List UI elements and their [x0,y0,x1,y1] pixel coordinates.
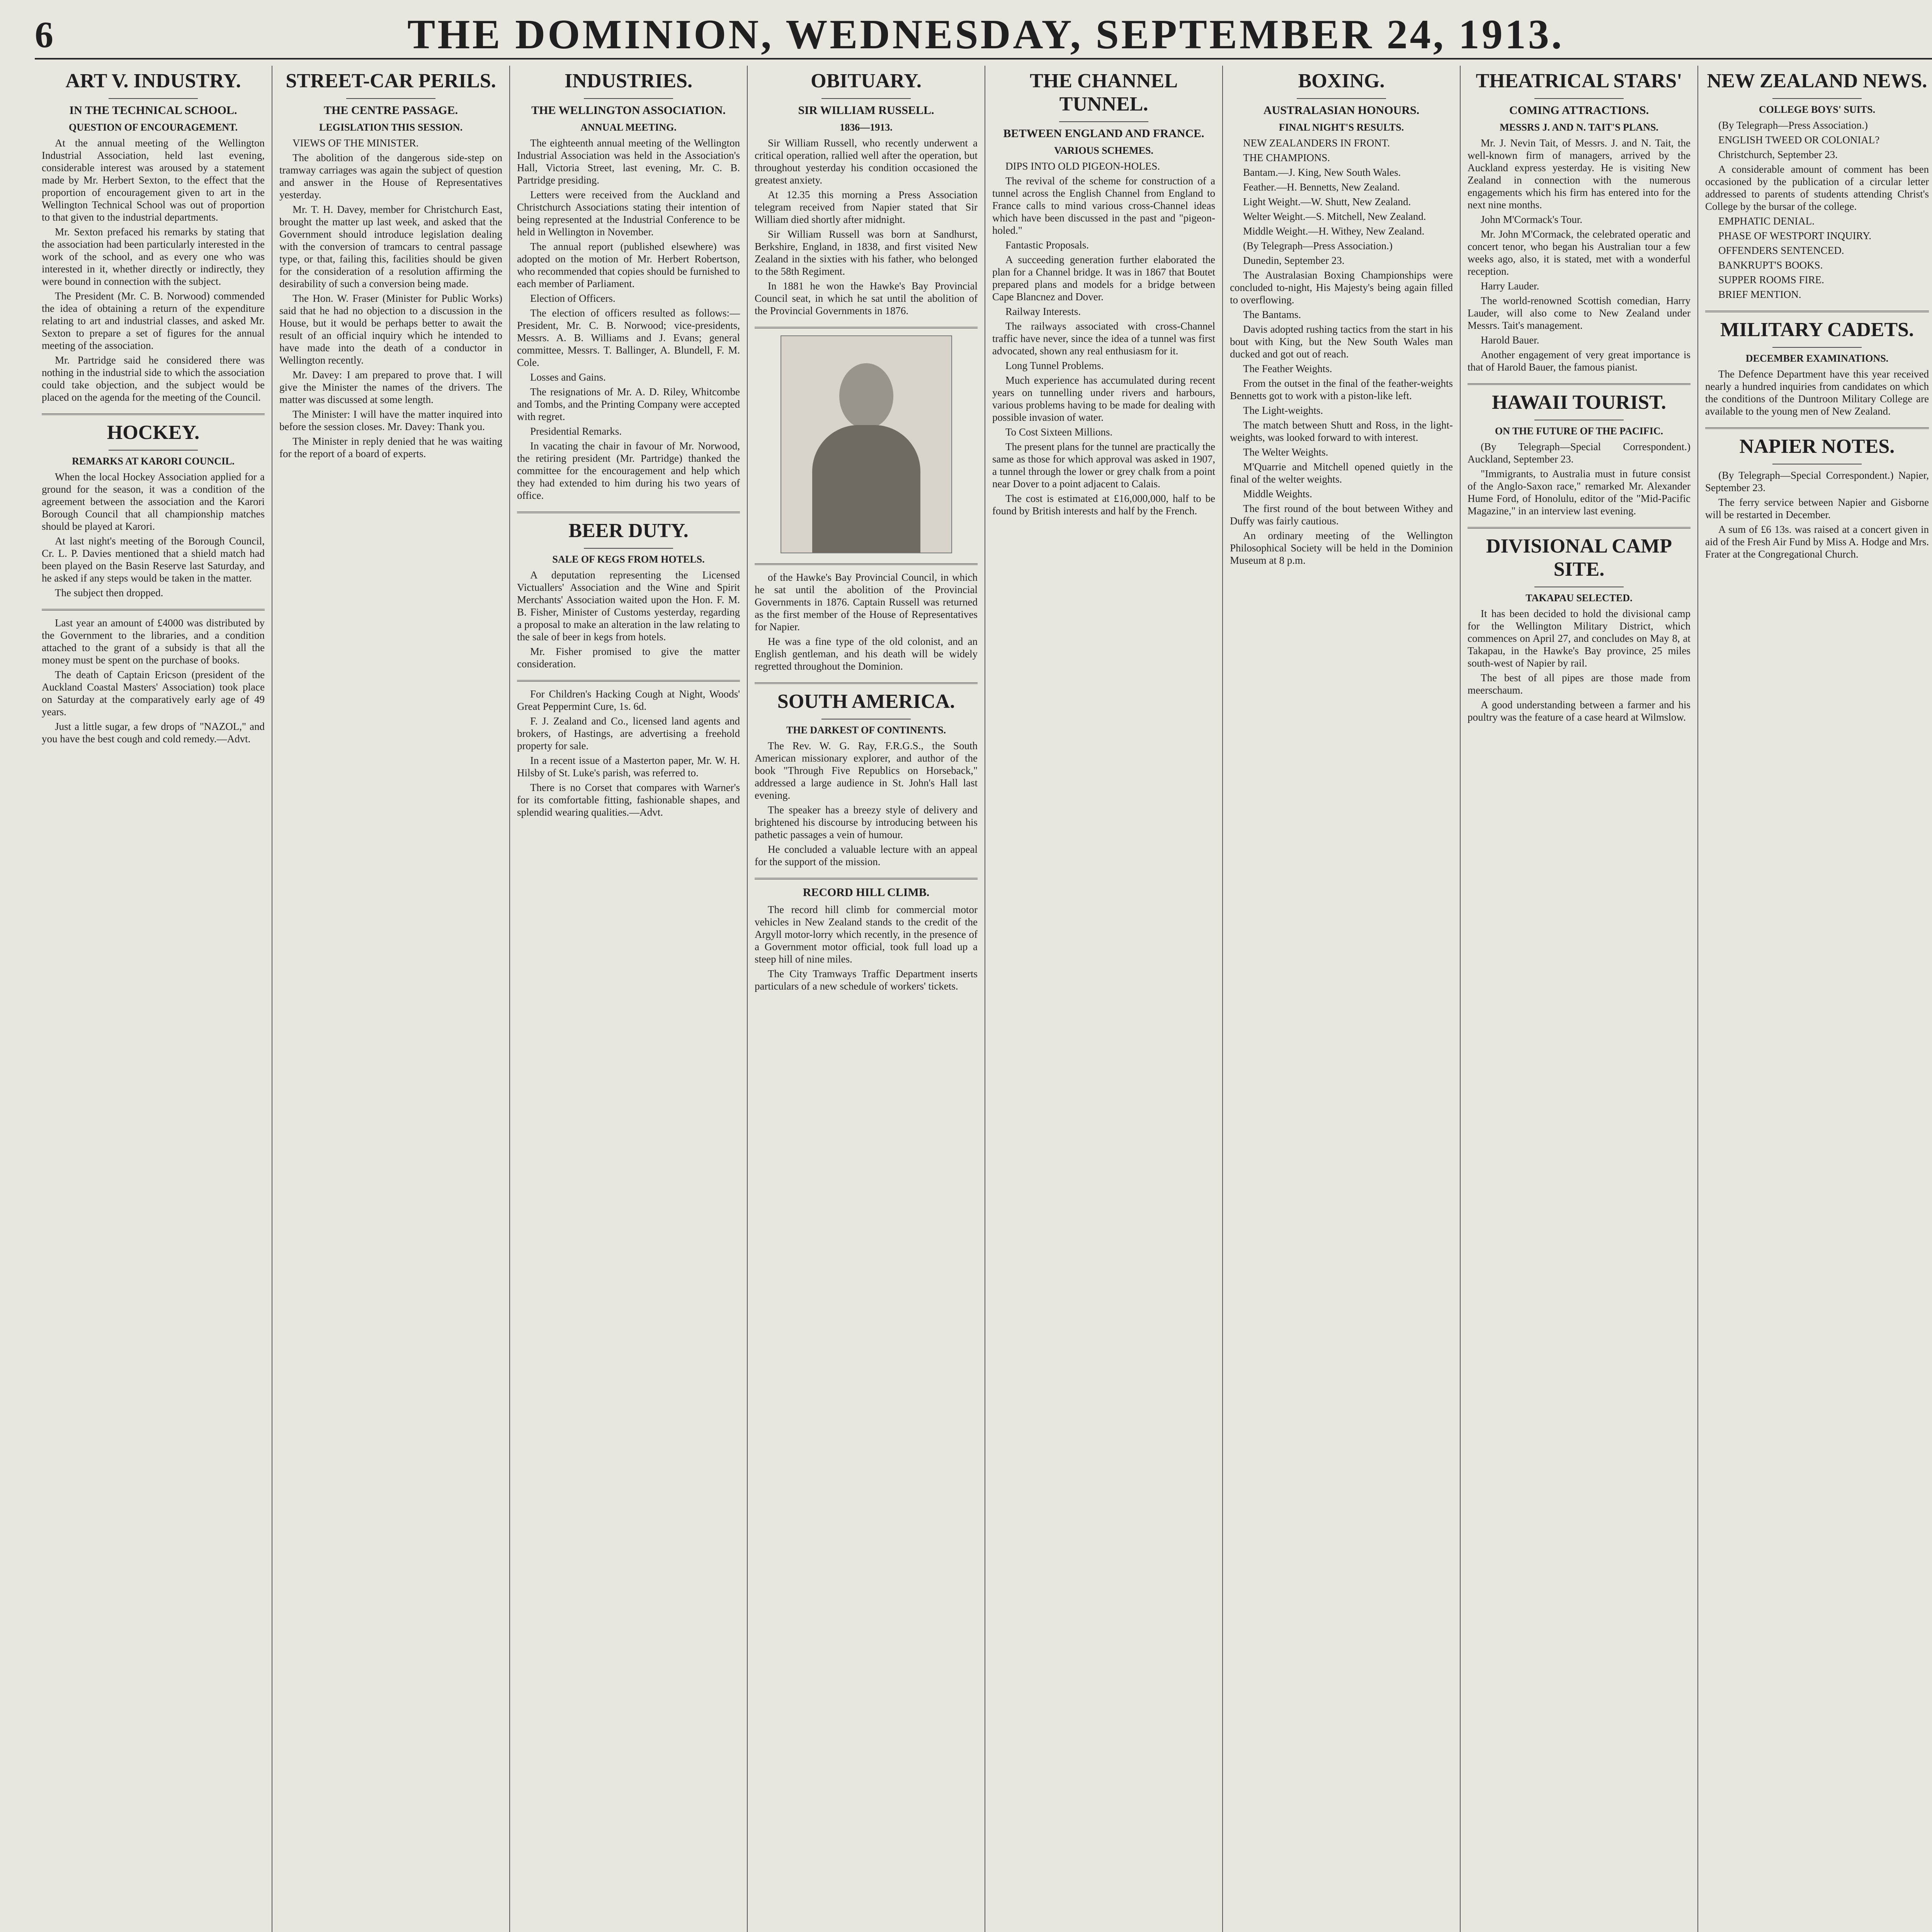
paragraph: Mr. J. Nevin Tait, of Messrs. J. and N. Tait, the well-known firm of managers, arrived by the Auckland express yesterday. He is visiting New Zealand in connection with the numerous engagements which his firm has entered into for the next nine months. [1468,137,1690,211]
headline-rule [821,98,911,99]
article-divider [1468,527,1690,529]
article-divider [1705,311,1929,312]
deck: LEGISLATION THIS SESSION. [319,122,463,133]
paragraph: Davis adopted rushing tactics from the start in his bout with King, but the New South Wales man ducked and got out of reach. [1230,323,1453,360]
headline-rule [346,98,435,99]
headline: OBITUARY. [811,70,922,92]
subheadline: SIR WILLIAM RUSSELL. [798,104,934,117]
paragraph: of the Hawke's Bay Provincial Council, in which he sat until the abolition of the Provincial Governments in 1876. Captain Russell was returned as the first member of the House of Representatives for Napier. [755,571,978,633]
paragraph: M'Quarrie and Mitchell opened quietly in the final of the welter weights. [1230,461,1453,485]
paragraph: A sum of £6 13s. was raised at a concert given in aid of the Fresh Air Fund by Miss A. Hodge and Mrs. Frater at the Congregational Church. [1705,524,1929,560]
paragraph: The President (Mr. C. B. Norwood) commended the idea of obtaining a return of the expenditure relating to art and industrial classes, and asked Mr. Sexton to prepare a set of figures for the annual meeting of the association. [42,290,265,351]
article-divider [755,327,978,328]
paragraph: Last year an amount of £4000 was distributed by the Government to the libraries, and a condition attached to the grant of a subsidy is that all the money must be spent on the purchase of books. [42,617,265,666]
paragraph: The world-renowned Scottish comedian, Harry Lauder, will also come to New Zealand under Messrs. Tait's management. [1468,295,1690,331]
paragraph: Middle Weights. [1243,488,1312,500]
column-6 [1223,66,1461,1932]
paragraph: In a recent issue of a Masterton paper, Mr. W. H. Hilsby of St. Luke's parish, was referred to. [517,755,740,779]
article [42,70,265,403]
paragraph: Mr. Davey: I am prepared to prove that. I will give the Minister the names of the drivers. The matter was discussed at some length. [279,369,502,405]
article-divider [755,878,978,879]
paragraph: The first round of the bout between Withey and Duffy was fairly cautious. [1230,503,1453,527]
paragraph: ENGLISH TWEED OR COLONIAL? [1718,134,1880,146]
article-divider [517,680,740,682]
article [755,571,978,672]
headline: BEER DUTY. [568,520,689,542]
column-5 [985,66,1223,1932]
paragraph: Fantastic Proposals. [1005,239,1089,251]
article [1468,535,1690,723]
headline: HAWAII TOURIST. [1492,391,1666,413]
paragraph: The Minister: I will have the matter inquired into before the session closes. Mr. Davey: Thank you. [279,408,502,432]
paragraph: Election of Officers. [530,293,616,304]
paragraph: Just a little sugar, a few drops of "NAZOL," and you have the best cough and cold remedy.—Advt. [42,721,265,745]
headline: SOUTH AMERICA. [777,690,955,713]
article [42,617,265,745]
portrait-head [839,363,893,429]
paragraph: Presidential Remarks. [530,425,622,437]
paragraph: The ferry service between Napier and Gisborne will be restarted in December. [1705,497,1929,520]
headline-rule [584,548,673,549]
article [279,70,502,460]
paragraph: The Welter Weights. [1243,446,1328,458]
paragraph: Middle Weight.—H. Withey, New Zealand. [1243,225,1425,237]
headline-rule [109,450,198,451]
article-divider [42,413,265,415]
headline-rule [1534,98,1624,99]
paragraph: Welter Weight.—S. Mitchell, New Zealand. [1243,211,1426,222]
article-divider [517,512,740,513]
paragraph: A considerable amount of comment has been occasioned by the publication of a circular letter addressed to parents of students attending Christ's College by the bursar of the college. [1705,163,1929,212]
headline: HOCKEY. [107,422,200,444]
paragraph: The eighteenth annual meeting of the Wellington Industrial Association was held in the Association's Hall, Victoria Street, last evening, Mr. C. B. Partridge presiding. [517,137,740,186]
paragraph: Mr. Fisher promised to give the matter consideration. [517,646,740,670]
paragraph: BANKRUPT'S BOOKS. [1718,259,1823,271]
paragraph: Sir William Russell, who recently underwent a critical operation, rallied well after the operation, but throughout yesterday his condition occasioned the greatest anxiety. [755,137,978,186]
portrait-body [812,425,920,553]
paragraph: The resignations of Mr. A. D. Riley, Whitcombe and Tombs, and the Printing Company were accepted with regret. [517,386,740,422]
paragraph: Mr. Partridge said he considered there was nothing in the industrial side to which the association could take objection, and the subject would be placed on the agenda for the meeting of the Council. [42,354,265,403]
article [1230,70,1453,566]
article-divider [1705,427,1929,429]
paragraph: John M'Cormack's Tour. [1481,214,1583,225]
paragraph: The election of officers resulted as follows:—President, Mr. C. B. Norwood; vice-presidents, Messrs. A. B. Williams and J. Evans; general committee, Messrs. T. Ballinger, A. Blundell, F. M. Cole. [517,307,740,368]
headline: MILITARY CADETS. [1720,319,1914,341]
headline: BOXING. [1298,70,1385,92]
deck: TAKAPAU SELECTED. [1526,592,1633,604]
paragraph: The abolition of the dangerous side-step on tramway carriages was again the subject of question and answer in the House of Representatives yesterday. [279,152,502,201]
headline-rule [1059,121,1148,122]
article-divider [42,609,265,611]
paragraph: Harry Lauder. [1481,280,1539,292]
headline: INDUSTRIES. [565,70,692,92]
subheadline: BETWEEN ENGLAND AND FRANCE. [1003,127,1204,140]
paragraph: From the outset in the final of the feather-weights Bennetts got to work with a piston-like left. [1230,378,1453,401]
paragraph: "Immigrants, to Australia must in future consist of the Anglo-Saxon race," remarked Mr. Alexander Hume Ford, of Honolulu, editor of the "Mid-Pacific Magazine," in an interview last evening. [1468,468,1690,517]
deck: DECEMBER EXAMINATIONS. [1745,353,1889,364]
portrait-image [781,335,952,553]
headline-rule [1297,98,1386,99]
subheadline: IN THE TECHNICAL SCHOOL. [69,104,237,117]
article [755,70,978,317]
paragraph: At 12.35 this morning a Press Association telegram received from Napier stated that Sir William died shortly after midnight. [755,189,978,225]
paragraph: The Australasian Boxing Championships were concluded to-night, His Majesty's being again filled to overflowing. [1230,269,1453,306]
paragraph: At last night's meeting of the Borough Council, Cr. L. P. Davies mentioned that a shield match had been played on the Basin Reserve last Saturday, and he asked if any steps would be taken in the matter. [42,535,265,584]
column-8 [1698,66,1932,1932]
paragraph: The subject then dropped. [55,587,163,599]
paragraph: At the annual meeting of the Wellington Industrial Association, held last evening, considerable interest was aroused by a statement made by Mr. Herbert Sexton, to the effect that the proportion of encouragement given to art in the Wellington Technical School was out of proportion to that given to the industrial departments. [42,137,265,223]
article [755,690,978,868]
paragraph: OFFENDERS SENTENCED. [1718,245,1844,256]
paragraph: To Cost Sixteen Millions. [1005,426,1113,438]
paragraph: Harold Bauer. [1481,334,1539,346]
newspaper-columns [35,66,1932,1932]
article [517,70,740,502]
deck: 1836—1913. [840,122,893,133]
subheadline: THE WELLINGTON ASSOCIATION. [531,104,726,117]
article [42,421,265,599]
paragraph: The best of all pipes are those made from meerschaum. [1468,672,1690,696]
article-divider [755,563,978,565]
paragraph: When the local Hockey Association applied for a ground for the season, it was a condition of the agreement between the association and the Karori Borough Council that all championship matches should be played at Karori. [42,471,265,532]
article [517,688,740,818]
headline: NAPIER NOTES. [1739,435,1895,457]
article [1468,391,1690,517]
paragraph: The present plans for the tunnel are practically the same as those for which approval was asked in 1907, a tunnel through the lower or grey chalk from a point near Dover to a point adjacent to Calais. [992,441,1215,490]
paragraph: VIEWS OF THE MINISTER. [293,137,419,149]
headline-rule [1772,347,1862,348]
page-number: 6 [35,14,53,55]
paragraph: The death of Captain Ericson (president of the Auckland Coastal Masters' Association) took place on Saturday at the comparatively early age of 49 years. [42,669,265,718]
paragraph: Christchurch, September 23. [1718,149,1838,160]
article [1705,318,1929,417]
paragraph: The Minister in reply denied that he was waiting for the report of a board of experts. [279,435,502,459]
subheadline: RECORD HILL CLIMB. [803,886,930,899]
article [755,335,978,553]
headline-rule [584,98,673,99]
paragraph: (By Telegraph—Press Association.) [1718,119,1868,131]
paragraph: He was a fine type of the old colonist, and an English gentleman, and his death will be widely regretted throughout the Dominion. [755,636,978,672]
paragraph: The record hill climb for commercial motor vehicles in New Zealand stands to the credit of the Argyll motor-lorry which recently, in the presence of a Government motor official, took full load up a steep hill of nine miles. [755,904,978,965]
article [1705,435,1929,560]
headline: THE CHANNEL TUNNEL. [1030,70,1178,115]
paragraph: In 1881 he won the Hawke's Bay Provincial Council seat, in which he sat until the abolition of the Provincial Governments in 1876. [755,280,978,316]
headline-rule [109,98,198,99]
paragraph: An ordinary meeting of the Wellington Philosophical Society will be held in the Dominion Museum at 8 p.m. [1230,530,1453,566]
paragraph: BRIEF MENTION. [1718,289,1801,300]
article [1468,70,1690,373]
deck: THE DARKEST OF CONTINENTS. [786,724,946,736]
article-divider [1468,383,1690,385]
paragraph: (By Telegraph—Press Association.) [1243,240,1393,252]
paragraph: A good understanding between a farmer and his poultry was the feature of a case heard at Wilmslow. [1468,699,1690,723]
paragraph: PHASE OF WESTPORT INQUIRY. [1718,230,1871,242]
paragraph: There is no Corset that compares with Warner's for its comfortable fitting, fashionable shapes, and splendid wearing qualities.—Advt. [517,782,740,818]
paragraph: The Hon. W. Fraser (Minister for Public Works) said that he had no objection to a discussion in the House, but it would be perhaps better to await the result of an official inquiry which he intended to have made into the death of a conductor in Wellington recently. [279,293,502,366]
paragraph: A deputation representing the Licensed Victuallers' Association and the Wine and Spirit Merchants' Association waited upon the Hon. F. M. B. Fisher, Minister of Customs yesterday, regarding a proposal to make an alteration in the law relating to the sale of beer in kegs from hotels. [517,569,740,643]
paragraph: He concluded a valuable lecture with an appeal for the support of the mission. [755,844,978,867]
paragraph: DIPS INTO OLD PIGEON-HOLES. [1005,160,1160,172]
masthead [35,12,1932,60]
deck: ANNUAL MEETING. [580,122,677,133]
column-4 [748,66,985,1932]
paragraph: Mr. Sexton prefaced his remarks by stating that the association had been particularly interested in the work of the school, and as every one who was interested in it, whether directly or indirectly, they were bound in connection with the subject. [42,226,265,287]
headline: ART V. INDUSTRY. [65,70,241,92]
column-7 [1461,66,1698,1932]
paragraph: Long Tunnel Problems. [1005,360,1104,371]
paragraph: Mr. John M'Cormack, the celebrated operatic and concert tenor, who began his Australian tour a few weeks ago, also, it is stated, met with a wonderful reception. [1468,228,1690,277]
paragraph: Mr. T. H. Davey, member for Christchurch East, brought the matter up last week, and asked that the Government should introduce legislation dealing with the conversion of tramcars to central passage type, or that, failing this, facilities should be given for the consideration of a resolution affirming the desirability of such a conversion being made. [279,204,502,289]
column-2 [272,66,510,1932]
deck: REMARKS AT KARORI COUNCIL. [72,456,235,467]
paragraph: Sir William Russell was born at Sandhurst, Berkshire, England, in 1838, and first visited New Zealand in the sixties with his father, who belonged to the 58th Regiment. [755,228,978,277]
article [992,70,1215,517]
paragraph: The railways associated with cross-Channel traffic have never, since the idea of a tunnel was first advocated, shown any real enthusiasm for it. [992,320,1215,357]
deck: COLLEGE BOYS' SUITS. [1759,104,1876,115]
article [1705,70,1929,301]
subheadline: THE CENTRE PASSAGE. [323,104,458,117]
deck: MESSRS J. AND N. TAIT'S PLANS. [1500,122,1658,133]
article-divider [755,682,978,684]
masthead-title: THE DOMINION, WEDNESDAY, SEPTEMBER 24, 1913. [407,12,1564,58]
paragraph: The speaker has a breezy style of delivery and brightened his discourse by introducing between his pathetic passages a vein of humour. [755,804,978,840]
subheadline: COMING ATTRACTIONS. [1509,104,1649,117]
paragraph: SUPPER ROOMS FIRE. [1718,274,1824,286]
paragraph: The revival of the scheme for construction of a tunnel across the English Channel from England to France calls to mind various cross-Channel ideas which have been discussed in the past and "pigeon-holed." [992,175,1215,236]
headline: NEW ZEALAND NEWS. [1707,70,1927,92]
paragraph: Letters were received from the Auckland and Christchurch Associations stating their intention of being represented at the Industrial Conference to be held in Wellington in November. [517,189,740,238]
deck: ON THE FUTURE OF THE PACIFIC. [1495,425,1663,437]
paragraph: The annual report (published elsewhere) was adopted on the motion of Mr. Herbert Robertson, who recommended that copies should be furnished to each member of Parliament. [517,241,740,289]
paragraph: F. J. Zealand and Co., licensed land agents and brokers, of Hastings, are advertising a freehold property for sale. [517,715,740,752]
paragraph: Dunedin, September 23. [1243,255,1345,266]
paragraph: Railway Interests. [1005,306,1081,317]
paragraph: The City Tramways Traffic Department inserts particulars of a new schedule of workers' tickets. [755,968,978,992]
paragraph: The match between Shutt and Ross, in the light-weights, was looked forward to with interest. [1230,419,1453,443]
deck: QUESTION OF ENCOURAGEMENT. [69,122,238,133]
article [517,519,740,670]
paragraph: Feather.—H. Bennetts, New Zealand. [1243,181,1400,193]
headline-rule [1772,98,1862,99]
headline: THEATRICAL STARS' [1476,70,1682,92]
paragraph: NEW ZEALANDERS IN FRONT. [1243,137,1390,149]
paragraph: Much experience has accumulated during recent years on tunnelling under rivers and harbours, various problems having to be made for dealing with possible invasion of water. [992,374,1215,423]
article [755,886,978,992]
paragraph: For Children's Hacking Cough at Night, Woods' Great Peppermint Cure, 1s. 6d. [517,688,740,712]
headline: DIVISIONAL CAMP SITE. [1486,535,1672,580]
paragraph: Light Weight.—W. Shutt, New Zealand. [1243,196,1411,207]
paragraph: The Defence Department have this year received nearly a hundred inquiries from candidates on which the conditions of the Duntroon Military College are available to the young men of New Zealand. [1705,368,1929,417]
paragraph: The Feather Weights. [1243,363,1332,374]
headline: STREET-CAR PERILS. [286,70,496,92]
paragraph: The Light-weights. [1243,405,1323,416]
paragraph: (By Telegraph—Special Correspondent.) Auckland, September 23. [1468,441,1690,465]
paragraph: A succeeding generation further elaborated the plan for a Channel bridge. It was in 1867 that Boutet prepared plans and models for a bridge between Cape Blancnez and Dover. [992,254,1215,303]
paragraph: Losses and Gains. [530,371,606,383]
deck: SALE OF KEGS FROM HOTELS. [552,554,705,565]
subheadline: AUSTRALASIAN HONOURS. [1263,104,1420,117]
paragraph: It has been decided to hold the divisional camp for the Wellington Military District, which commences on April 27, and concludes on May 8, at Takapau, in the Hawke's Bay province, 25 miles south-west of Napier by rail. [1468,608,1690,669]
paragraph: The Rev. W. G. Ray, F.R.G.S., the South American missionary explorer, and author of the book "Through Five Republics on Horseback," addressed a large audience in St. John's Hall last evening. [755,740,978,801]
paragraph: THE CHAMPIONS. [1243,152,1330,163]
deck: VARIOUS SCHEMES. [1054,145,1153,156]
deck: FINAL NIGHT'S RESULTS. [1279,122,1404,133]
paragraph: The Bantams. [1243,309,1301,320]
paragraph: The cost is estimated at £16,000,000, half to be found by British interests and half by the French. [992,493,1215,517]
paragraph: (By Telegraph—Special Correspondent.) Napier, September 23. [1705,469,1929,493]
paragraph: Bantam.—J. King, New South Wales. [1243,167,1401,178]
column-1 [35,66,272,1932]
paragraph: EMPHATIC DENIAL. [1718,215,1815,227]
column-3 [510,66,748,1932]
paragraph: Another engagement of very great importance is that of Harold Bauer, the famous pianist. [1468,349,1690,373]
paragraph: In vacating the chair in favour of Mr. Norwood, the retiring president (Mr. Partridge) thanked the committee for the encouragement and help which they had extended to him during his two years of office. [517,440,740,501]
